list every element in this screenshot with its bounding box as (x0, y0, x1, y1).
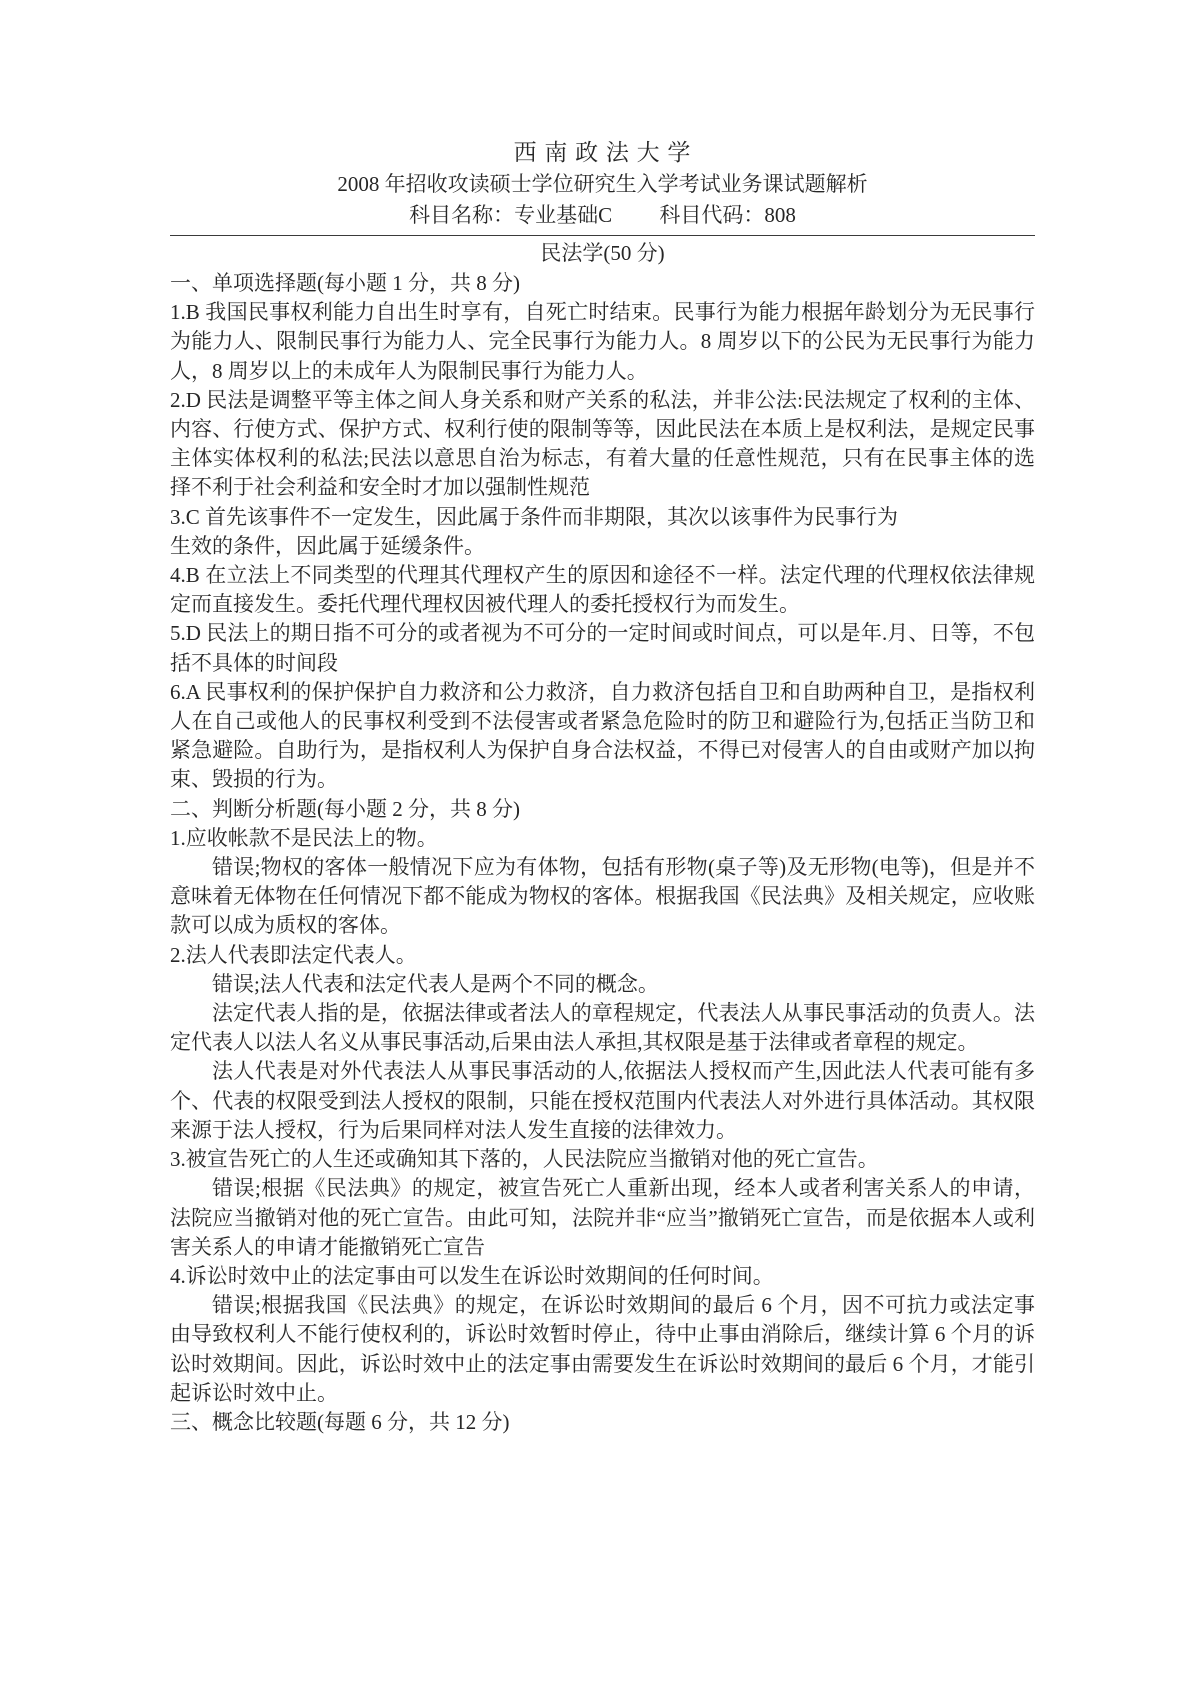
subject-line (170, 200, 1035, 235)
judgment-answer-4: 错误;根据我国《民法典》的规定，在诉讼时效期间的最后 6 个月，因不可抗力或法定事由导致权利人不能行使权利的，诉讼时效暂时停止，待中止事由消除后，继续计算 6 个月的诉讼时效期间。因此，诉讼时效中止的法定事由需要发生在诉讼时效期间的最后 6 个月，才能引起诉讼时效中止。 (170, 1293, 1035, 1405)
course-section-title: 民法学(50 分) (540, 241, 665, 265)
judgment-answer-2-part2: 法定代表人指的是，依据法律或者法人的章程规定，代表法人从事民事活动的负责人。法定代表人以法人名义从事民事活动,后果由法人承担,其权限是基于法律或者章程的规定。 (170, 1001, 1035, 1055)
section-heading-concept-comparison: 三、概念比较题(每题 6 分，共 12 分) (170, 1409, 510, 1434)
answer-6A: 6.A 民事权利的保护保护自力救济和公力救济，自力救济包括自卫和自助两种自卫，是指权利人在自己或他人的民事权利受到不法侵害或者紧急危险时的防卫和避险行为,包括正当防卫和紧急避险。自助行为，是指权利人为保护自身合法权益，不得已对侵害人的自由或财产加以拘束、毁损的行为。 (170, 679, 1035, 792)
judgment-answer-2-part3: 法人代表是对外代表法人从事民事活动的人,依据法人授权而产生,因此法人代表可能有多个、代表的权限受到法人授权的限制，只能在授权范围内代表法人对外进行具体活动。其权限来源于法人授权，行为后果同样对法人发生直接的法律效力。 (170, 1059, 1035, 1142)
subject-name: 科目名称：专业基础C (409, 203, 613, 227)
judgment-question-2: 2.法人代表即法定代表人。 (170, 942, 417, 967)
section-heading-judgment: 二、判断分析题(每小题 2 分，共 8 分) (170, 796, 520, 821)
judgment-answer-2-part1: 错误;法人代表和法定代表人是两个不同的概念。 (212, 971, 659, 996)
answer-5D: 5.D 民法上的期日指不可分的或者视为不可分的一定时间或时间点，可以是年.月、日等，不包括不具体的时间段 (170, 621, 1035, 675)
judgment-answer-3: 错误;根据《民法典》的规定，被宣告死亡人重新出现，经本人或者利害关系人的申请，法院应当撤销对他的死亡宣告。由此可知，法院并非“应当”撤销死亡宣告，而是依据本人或利害关系人的申请才能撤销死亡宣告 (170, 1176, 1035, 1259)
document-body (170, 269, 1035, 1437)
judgment-answer-1: 错误;物权的客体一般情况下应为有体物，包括有形物(桌子等)及无形物(电等)，但是并不意味着无体物在任何情况下都不能成为物权的客体。根据我国《民法典》及相关规定，应收账款可以成为质权的客体。 (170, 855, 1035, 938)
answer-2D: 2.D 民法是调整平等主体之间人身关系和财产关系的私法，并非公法:民法规定了权利的主体、内容、行使方式、保护方式、权利行使的限制等等，因此民法在本质上是权利法，是规定民事主体实体权利的私法;民法以意思自治为标志，有着大量的任意性规范，只有在民事主体的选择不利于社会利益和安全时才加以强制性规范 (170, 387, 1035, 500)
section-heading-single-choice: 一、单项选择题(每小题 1 分，共 8 分) (170, 271, 520, 295)
answer-3C-line2: 生效的条件，因此属于延缓条件。 (170, 533, 485, 558)
document-header (170, 136, 1035, 269)
subject-code: 科目代码：808 (659, 203, 796, 227)
answer-4B: 4.B 在立法上不同类型的代理其代理权产生的原因和途径不一样。法定代理的代理权依法律规定而直接发生。委托代理代理权因被代理人的委托授权行为而发生。 (170, 563, 1035, 617)
answer-1B: 1.B 我国民事权利能力自出生时享有，自死亡时结束。民事行为能力根据年龄划分为无民事行为能力人、限制民事行为能力人、完全民事行为能力人。8 周岁以下的公民为无民事行为能力人，8 周岁以上的未成年人为限制民事行为能力人。 (170, 300, 1035, 383)
judgment-question-1: 1.应收帐款不是民法上的物。 (170, 825, 438, 850)
judgment-question-4: 4.诉讼时效中止的法定事由可以发生在诉讼时效期间的任何时间。 (170, 1263, 774, 1288)
exam-title: 2008 年招收攻读硕士学位研究生入学考试业务课试题解析 (337, 172, 868, 196)
university-title: 西 南 政 法 大 学 (513, 140, 692, 165)
answer-3C-line1: 3.C 首先该事件不一定发生，因此属于条件而非期限，其次以该事件为民事行为 (170, 504, 899, 529)
judgment-question-3: 3.被宣告死亡的人生还或确知其下落的，人民法院应当撤销对他的死亡宣告。 (170, 1147, 879, 1172)
header-divider (170, 235, 1035, 236)
